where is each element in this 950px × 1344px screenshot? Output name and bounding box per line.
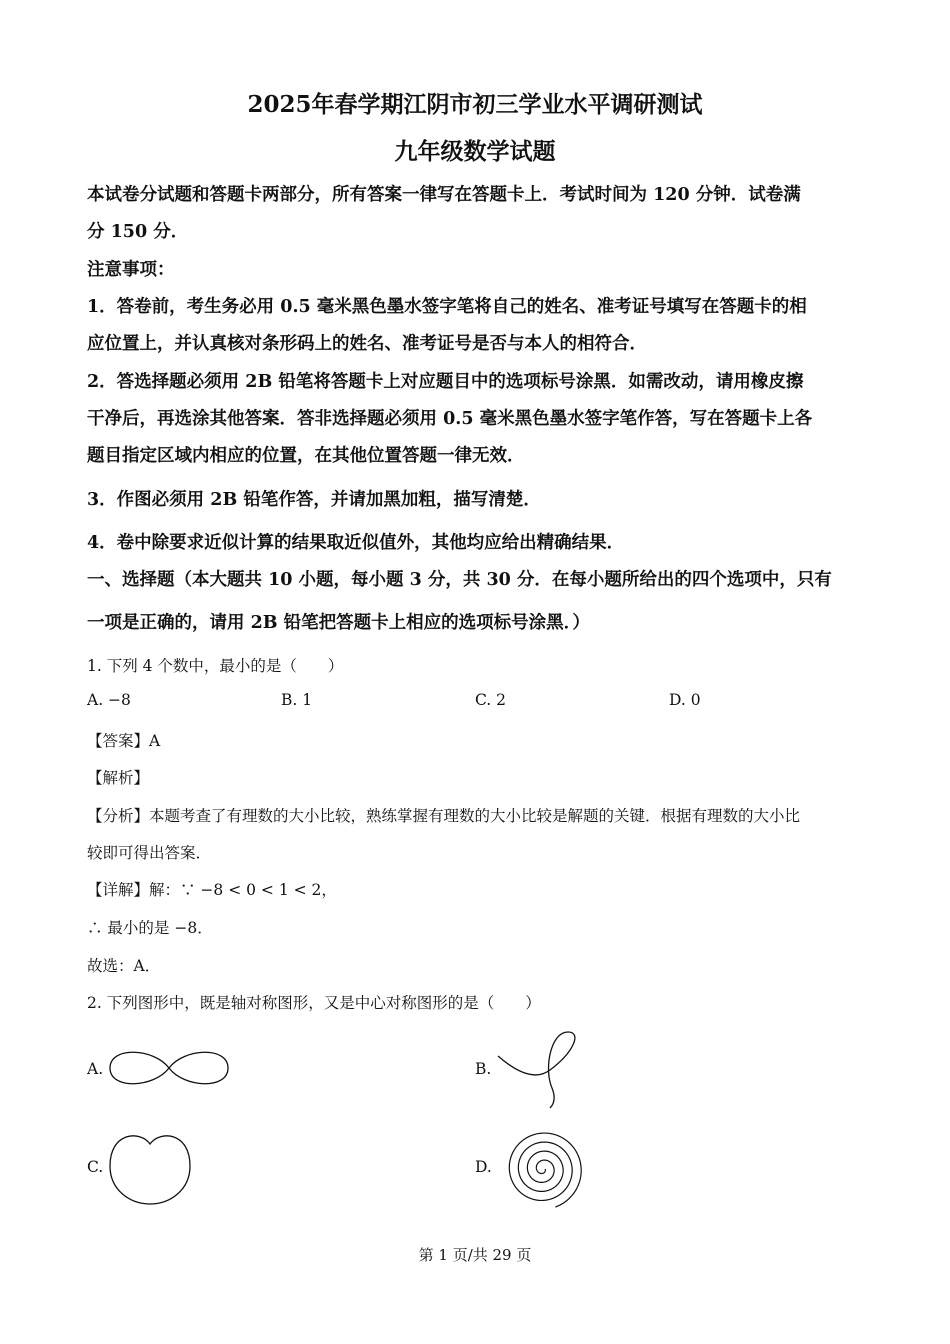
q1-analysis-label: 【解析】 — [87, 769, 150, 787]
note-4: 4．卷中除要求近似计算的结果取近似值外，其他均应给出精确结果． — [87, 533, 625, 553]
q1-option-a: A. −8 — [87, 691, 131, 709]
q1-detail: 【详解】解：∵ −8 < 0 < 1 < 2， — [87, 881, 337, 899]
section-1-line-1: 一、选择题（本大题共 10 小题，每小题 3 分，共 30 分．在每小题所给出的四个选项中，只有 — [87, 570, 832, 590]
q2-option-a-label: A. — [87, 1060, 104, 1078]
intro-line-2: 分 150 分． — [87, 222, 189, 242]
q1-conclusion: ∴ 最小的是 −8． — [87, 919, 213, 937]
note-1-line-1: 1．答卷前，考生务必用 0.5 毫米黑色墨水签字笔将自己的姓名、准考证号填写在答题卡的相 — [87, 297, 807, 317]
loop-curve-icon — [494, 1030, 594, 1110]
exam-title: 2025年春学期江阴市初三学业水平调研测试 — [247, 91, 703, 118]
q2-option-b-label: B. — [475, 1060, 492, 1078]
q1-answer: 【答案】A — [87, 732, 161, 750]
q2-option-c-label: C. — [87, 1158, 104, 1176]
q1-fenxi-line-2: 较即可得出答案． — [87, 844, 212, 862]
note-2-line-3: 题目指定区域内相应的位置，在其他位置答题一律无效． — [87, 446, 525, 466]
page-footer: 第 1 页/共 29 页 — [418, 1246, 532, 1264]
q1-fenxi-line-1: 【分析】本题考查了有理数的大小比较，熟练掌握有理数的大小比较是解题的关键．根据有理数的大小比 — [87, 807, 801, 825]
q2-option-d-label: D. — [475, 1158, 492, 1176]
note-2-line-2: 干净后，再选涂其他答案．答非选择题必须用 0.5 毫米黑色墨水签字笔作答，写在答题卡上各 — [87, 409, 813, 429]
q1-option-b: B. 1 — [281, 691, 313, 709]
note-2-line-1: 2．答选择题必须用 2B 铅笔将答题卡上对应题目中的选项标号涂黑．如需改动，请用橡皮擦 — [87, 372, 804, 392]
infinity-curve-icon — [104, 1042, 234, 1094]
note-1-line-2: 应位置上，并认真核对条形码上的姓名、准考证号是否与本人的相符合． — [87, 334, 647, 354]
exam-subtitle: 九年级数学试题 — [394, 138, 556, 165]
section-1-line-2: 一项是正确的，请用 2B 铅笔把答题卡上相应的选项标号涂黑．） — [87, 613, 590, 633]
q1-option-d: D. 0 — [669, 691, 701, 709]
q1-option-c: C. 2 — [475, 691, 507, 709]
notes-heading: 注意事项： — [87, 260, 175, 280]
q1-stem: 1. 下列 4 个数中，最小的是（ ） — [87, 657, 344, 675]
spiral-curve-icon — [498, 1126, 588, 1212]
q2-stem: 2. 下列图形中，既是轴对称图形，又是中心对称图形的是（ ） — [87, 994, 541, 1012]
note-3: 3．作图必须用 2B 铅笔作答，并请加黑加粗，描写清楚． — [87, 490, 541, 510]
q1-choice: 故选：A． — [87, 957, 161, 975]
heart-curve-icon — [104, 1128, 196, 1208]
intro-line-1: 本试卷分试题和答题卡两部分，所有答案一律写在答题卡上．考试时间为 120 分钟．试卷满 — [87, 185, 801, 205]
